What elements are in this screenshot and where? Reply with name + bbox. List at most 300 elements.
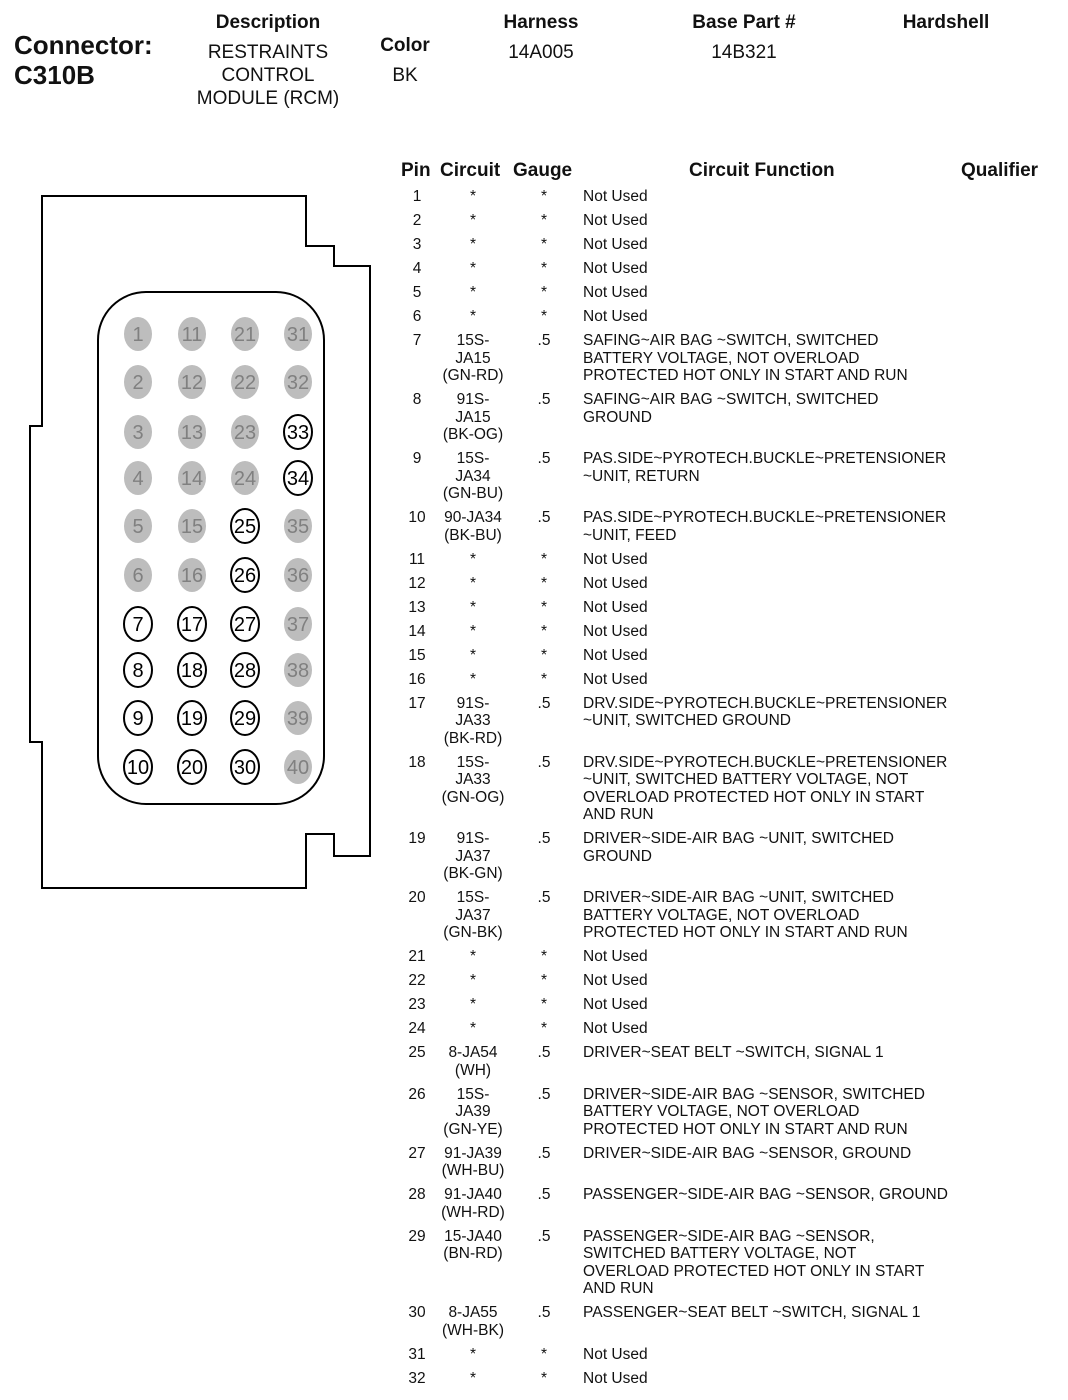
circuit-cell [432,332,514,385]
function-cell [583,599,963,617]
circuit-line: 91S- [456,830,490,847]
circuit-line: * [469,550,477,568]
table-row [392,1228,1068,1305]
function-cell [583,671,963,689]
circuit-line: 91S- [456,391,490,408]
harness-label: Harness [503,12,579,33]
pin-cavity-label: 5 [132,516,144,538]
circuit-cell [432,1044,514,1079]
function-line: Not Used [583,996,648,1013]
function-cell [583,284,963,302]
function-line: PROTECTED HOT ONLY IN START AND RUN [583,1120,908,1138]
function-line: DRIVER~SIDE-AIR BAG ~SENSOR, GROUND [583,1144,912,1162]
table-row [392,260,1068,284]
gauge-cell: .5 [537,1186,551,1203]
pin-cavity-label: 11 [181,324,203,346]
pin-number: 14 [408,622,426,640]
hardshell-label: Hardshell [902,12,990,33]
color-value: BK [392,65,418,86]
function-line: SAFING~AIR BAG ~SWITCH, SWITCHED [583,391,879,408]
circuit-line: (GN-YE) [443,1120,503,1138]
circuit-cell [432,889,514,942]
table-row [392,996,1068,1020]
pin-cavity-label: 22 [233,372,257,394]
column-header-function: Circuit Function [689,160,835,181]
gauge-cell: * [540,188,548,205]
table-row [392,647,1068,671]
circuit-line: 15-JA40 [444,1227,502,1245]
pin-cavity-label: 8 [132,660,144,682]
gauge-cell: * [540,308,548,325]
function-line: Not Used [583,188,648,205]
circuit-line: 15S- [456,450,490,467]
function-cell [583,948,963,966]
circuit-line: (GN-BK) [443,924,503,941]
pin-cavity-label: 7 [132,614,144,636]
gauge-cell: .5 [537,1227,551,1245]
column-header-pin: Pin [401,160,431,181]
function-line: Not Used [583,308,648,325]
gauge-cell: * [540,1369,548,1387]
circuit-line: * [469,1345,477,1363]
function-line: PASSENGER~SIDE-AIR BAG ~SENSOR, GROUND [583,1186,948,1203]
circuit-line: (GN-RD) [442,367,504,384]
pin-cavity-label: 18 [180,660,204,682]
pin-cavity-label: 21 [233,324,257,346]
function-cell [583,391,963,426]
function-line: PASSENGER~SEAT BELT ~SWITCH, SIGNAL 1 [583,1304,921,1321]
gauge-cell: * [540,574,548,592]
function-line: OVERLOAD PROTECTED HOT ONLY IN START [583,1262,925,1280]
harness-value: 14A005 [508,42,574,63]
circuit-line: * [469,574,477,592]
pin-cavity-label: 16 [180,565,204,587]
function-cell [583,1370,963,1388]
table-row [392,284,1068,308]
circuit-line: 90-JA34 [444,509,502,526]
table-row [392,575,1068,599]
pin-cavity-label: 6 [132,565,144,587]
pin-cavity-label: 17 [180,614,204,636]
circuit-cell [432,575,514,593]
pin-cavity-label: 29 [233,708,257,730]
circuit-line: 15S- [456,753,490,771]
function-line: Not Used [583,972,648,989]
function-line: Not Used [583,574,648,592]
circuit-line: * [469,948,477,965]
table-row [392,623,1068,647]
gauge-cell: .5 [537,332,551,349]
pin-cavity-label: 30 [233,757,257,779]
function-line: PASSENGER~SIDE-AIR BAG ~SENSOR, [583,1227,875,1245]
table-row [392,1020,1068,1044]
circuit-line: * [469,236,477,253]
function-line: OVERLOAD PROTECTED HOT ONLY IN START [583,788,925,806]
pin-number: 16 [408,670,426,688]
pin-number: 23 [408,996,426,1013]
function-cell [583,551,963,569]
pin-cavity-label: 20 [180,757,204,779]
pin-cavity-label: 32 [286,372,310,394]
table-row [392,391,1068,450]
pin-cavity-label: 25 [233,516,257,538]
circuit-cell [432,212,514,230]
gauge-cell: * [540,646,548,664]
table-row [392,599,1068,623]
description-value [168,41,368,110]
circuit-line: 15S- [456,889,490,906]
function-cell [583,623,963,641]
connector-label: Connector: [14,30,153,60]
gauge-cell: .5 [537,1304,551,1321]
pin-cavity-label: 34 [286,468,310,490]
table-row [392,1304,1068,1346]
gauge-cell: * [540,550,548,568]
pin-number: 29 [408,1227,426,1245]
circuit-cell [432,551,514,569]
gauge-cell: * [540,284,548,301]
circuit-line: JA34 [455,467,491,485]
gauge-cell: .5 [537,1144,551,1162]
pin-cavity-label: 27 [233,614,257,636]
pin-cavity-label: 40 [286,757,310,779]
circuit-line: 91S- [456,694,490,712]
description-line: RESTRAINTS [207,42,329,63]
pin-table [392,188,1068,1394]
circuit-line: (BK-GN) [443,865,503,882]
function-cell [583,1346,963,1364]
function-cell [583,212,963,230]
table-row [392,1044,1068,1086]
circuit-cell [432,1228,514,1263]
gauge-cell: * [540,212,548,229]
table-row [392,972,1068,996]
circuit-cell [432,509,514,544]
function-line: PAS.SIDE~PYROTECH.BUCKLE~PRETENSIONER [583,509,947,526]
circuit-cell [432,948,514,966]
pin-number: 17 [408,694,426,712]
base-part-label: Base Part # [692,12,796,33]
function-cell [583,260,963,278]
gauge-cell: * [540,598,548,616]
circuit-line: (WH-RD) [441,1203,505,1221]
function-line: DRIVER~SIDE-AIR BAG ~UNIT, SWITCHED [583,889,894,906]
circuit-line: JA15 [455,408,491,426]
circuit-cell [432,1346,514,1364]
pin-number: 3 [412,236,422,253]
circuit-cell [432,647,514,665]
circuit-cell [432,996,514,1014]
function-line: AND RUN [583,1280,654,1297]
pin-cavity-label: 24 [233,468,257,490]
function-line: BATTERY VOLTAGE, NOT OVERLOAD [583,1103,860,1120]
pin-cavity-label: 14 [180,468,204,490]
pin-cavity-label: 19 [180,708,204,730]
circuit-line: 91-JA40 [444,1186,502,1203]
circuit-line: 91-JA39 [444,1144,502,1162]
connector-housing-outline [30,196,370,888]
pin-number: 7 [412,332,422,349]
function-line: SAFING~AIR BAG ~SWITCH, SWITCHED [583,332,879,349]
circuit-cell [432,599,514,617]
circuit-line: * [469,598,477,616]
function-line: SWITCHED BATTERY VOLTAGE, NOT [583,1245,857,1262]
circuit-line: (BK-RD) [443,729,503,747]
function-cell [583,754,963,824]
pin-number: 13 [408,598,426,616]
circuit-cell [432,671,514,689]
function-line: Not Used [583,550,648,568]
function-line: ~UNIT, SWITCHED BATTERY VOLTAGE, NOT [583,771,909,788]
table-row [392,889,1068,948]
function-cell [583,1228,963,1298]
pin-number: 6 [412,308,422,325]
function-line: Not Used [583,236,648,253]
circuit-line: JA37 [455,847,491,865]
pin-number: 27 [408,1144,426,1162]
function-line: Not Used [583,948,648,965]
column-header-circuit: Circuit [440,160,501,181]
pin-cavity-label: 12 [180,372,204,394]
function-line: AND RUN [583,806,654,823]
function-line: DRV.SIDE~PYROTECH.BUCKLE~PRETENSIONER [583,753,948,771]
function-cell [583,332,963,385]
circuit-line: * [469,622,477,640]
table-row [392,1370,1068,1394]
pin-number: 25 [408,1044,426,1061]
gauge-cell: .5 [537,889,551,906]
pin-number: 10 [408,509,426,526]
pin-cavity-label: 37 [286,614,310,636]
table-row [392,1145,1068,1187]
pin-cavity-label: 28 [233,660,257,682]
function-cell [583,996,963,1014]
gauge-cell: * [540,1345,548,1363]
circuit-cell [432,391,514,444]
pin-cavity-label: 33 [286,422,310,444]
table-row [392,509,1068,551]
circuit-cell [432,308,514,326]
pin-cavity-label: 13 [180,422,204,444]
function-line: PROTECTED HOT ONLY IN START AND RUN [583,924,908,941]
function-cell [583,1145,963,1163]
gauge-cell: .5 [537,830,551,847]
function-cell [583,972,963,990]
function-line: Not Used [583,670,648,688]
pin-cavity-label: 10 [126,757,150,779]
pin-cavity-label: 26 [233,565,257,587]
function-cell [583,308,963,326]
table-row [392,1086,1068,1145]
circuit-cell [432,450,514,503]
table-row [392,1186,1068,1228]
pin-number: 19 [408,830,426,847]
pin-number: 1 [412,188,422,205]
function-line: PAS.SIDE~PYROTECH.BUCKLE~PRETENSIONER [583,450,947,467]
pin-number: 32 [408,1369,426,1387]
circuit-line: 8-JA54 [448,1044,498,1061]
function-line: GROUND [583,408,652,426]
circuit-cell [432,236,514,254]
circuit-line: 8-JA55 [448,1304,498,1321]
circuit-line: (GN-OG) [441,788,505,806]
function-line: Not Used [583,622,648,640]
gauge-cell: .5 [537,694,551,712]
pin-number: 22 [408,972,426,989]
circuit-line: * [469,1020,477,1037]
circuit-line: JA33 [455,771,491,788]
connector-face-diagram [0,190,390,920]
gauge-cell: * [540,948,548,965]
base-part-value: 14B321 [711,42,777,63]
circuit-cell [432,1020,514,1038]
circuit-line: * [469,308,477,325]
description-label: Description [215,12,321,33]
circuit-cell [432,260,514,278]
function-line: DRIVER~SEAT BELT ~SWITCH, SIGNAL 1 [583,1044,884,1061]
circuit-line: * [469,212,477,229]
pin-number: 5 [412,284,422,301]
gauge-cell: .5 [537,391,551,408]
table-row [392,551,1068,575]
description-line: CONTROL [221,65,315,86]
pin-number: 24 [408,1020,426,1037]
function-line: Not Used [583,598,648,616]
pin-number: 4 [412,260,422,277]
circuit-line: * [469,188,477,205]
circuit-cell [432,623,514,641]
function-line: ~UNIT, FEED [583,526,677,544]
table-row [392,1346,1068,1370]
function-cell [583,1304,963,1322]
pin-grid [124,317,312,784]
pin-number: 9 [412,450,422,467]
pin-number: 2 [412,212,422,229]
table-row [392,236,1068,260]
function-line: ~UNIT, RETURN [583,467,700,485]
pin-cavity-label: 9 [132,708,144,730]
circuit-line: (BN-RD) [443,1245,503,1262]
gauge-cell: * [540,236,548,253]
function-line: Not Used [583,646,648,664]
pin-number: 26 [408,1085,426,1103]
function-line: Not Used [583,1020,648,1037]
table-row [392,695,1068,754]
pin-number: 12 [408,574,426,592]
pin-number: 8 [412,391,422,408]
circuit-cell [432,695,514,748]
pin-number: 28 [408,1186,426,1203]
circuit-line: (BK-OG) [442,426,504,443]
circuit-line: JA37 [455,906,491,924]
table-row [392,450,1068,509]
circuit-line: * [469,284,477,301]
function-line: BATTERY VOLTAGE, NOT OVERLOAD [583,349,860,367]
gauge-cell: .5 [537,1044,551,1061]
pin-number: 31 [408,1345,426,1363]
function-cell [583,1086,963,1139]
function-line: Not Used [583,1369,648,1387]
circuit-line: (BK-BU) [444,526,502,544]
circuit-cell [432,972,514,990]
connector-id: C310B [14,60,95,90]
function-cell [583,188,963,206]
table-row [392,754,1068,831]
table-row [392,308,1068,332]
pin-number: 30 [408,1304,426,1321]
circuit-line: JA15 [455,349,491,367]
function-line: DRIVER~SIDE-AIR BAG ~UNIT, SWITCHED [583,830,894,847]
function-line: Not Used [583,1345,648,1363]
circuit-cell [432,1086,514,1139]
circuit-cell [432,188,514,206]
circuit-cell [432,1370,514,1388]
circuit-cell [432,1304,514,1339]
function-cell [583,509,963,544]
table-row [392,188,1068,212]
pin-number: 18 [408,753,426,771]
function-line: ~UNIT, SWITCHED GROUND [583,712,791,729]
gauge-cell: * [540,996,548,1013]
gauge-cell: * [540,260,548,277]
function-line: GROUND [583,847,652,865]
gauge-cell: * [540,972,548,989]
circuit-cell [432,830,514,883]
pin-number: 11 [408,550,426,568]
circuit-line: (WH-BU) [441,1162,505,1179]
circuit-line: 15S- [456,1085,490,1103]
function-cell [583,1044,963,1062]
function-line: Not Used [583,212,648,229]
circuit-cell [432,1186,514,1221]
pin-cavity-label: 35 [286,516,310,538]
function-cell [583,1186,963,1204]
gauge-cell: * [540,622,548,640]
function-line: BATTERY VOLTAGE, NOT OVERLOAD [583,906,860,924]
pin-cavity-label: 36 [286,565,310,587]
circuit-line: * [469,972,477,989]
pin-number: 20 [408,889,426,906]
pin-number: 15 [408,646,426,664]
function-cell [583,575,963,593]
color-label: Color [380,35,430,56]
function-cell [583,695,963,730]
column-header-gauge: Gauge [513,160,573,181]
function-cell [583,889,963,942]
function-cell [583,450,963,485]
circuit-cell [432,1145,514,1180]
circuit-line: (WH) [454,1061,492,1079]
pin-cavity-label: 23 [233,422,257,444]
circuit-line: (GN-BU) [442,485,504,502]
circuit-cell [432,284,514,302]
function-line: Not Used [583,260,648,277]
circuit-line: * [469,670,477,688]
circuit-line: * [469,646,477,664]
pin-cavity-label: 39 [286,708,310,730]
column-header-qualifier: Qualifier [961,160,1039,181]
pin-cavity-label: 31 [286,324,310,346]
pin-cavity-label: 38 [286,660,310,682]
pin-cavity-label: 15 [180,516,204,538]
table-row [392,212,1068,236]
function-cell [583,647,963,665]
gauge-cell: * [540,670,548,688]
description-line: MODULE (RCM) [196,88,340,109]
function-line: PROTECTED HOT ONLY IN START AND RUN [583,367,908,384]
circuit-line: * [469,260,477,277]
circuit-cell [432,754,514,807]
